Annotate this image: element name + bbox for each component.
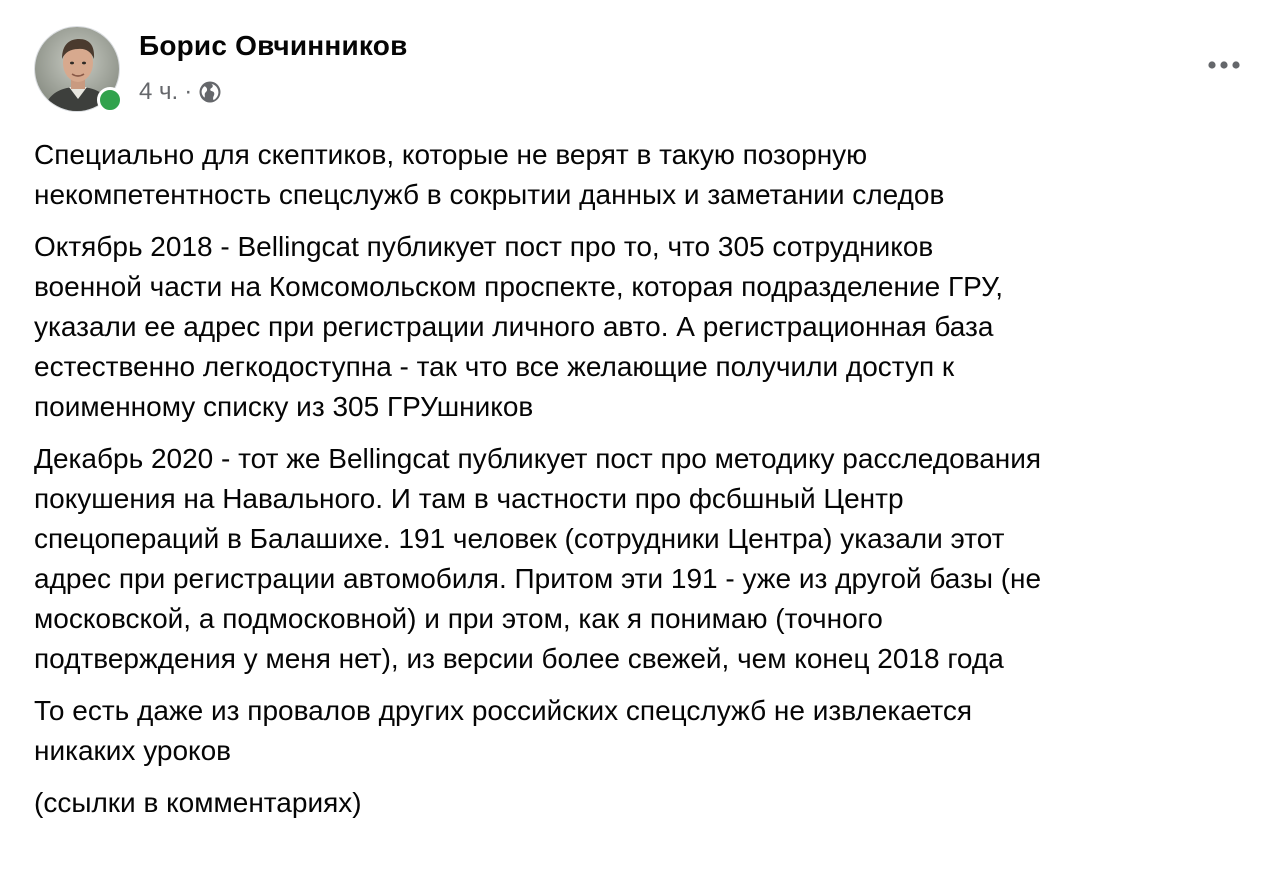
post-meta	[139, 76, 222, 108]
post-timestamp[interactable]: 4 ч.	[139, 78, 179, 105]
post-body	[34, 135, 1249, 835]
text-line: указали ее адрес при регистрации личного авто. А регистрационная база	[34, 311, 994, 342]
text-line: адрес при регистрации автомобиля. Притом эти 191 - уже из другой базы (не	[34, 563, 1042, 594]
text-line: То есть даже из провалов других российских спецслужб не извлекается	[34, 695, 973, 726]
text-line: покушения на Навального. И там в частности про фсбшный Центр	[34, 483, 904, 514]
text-line: московской, а подмосковной) и при этом, как я понимаю (точного	[34, 603, 883, 634]
text-line: (ссылки в комментариях)	[34, 787, 362, 818]
post-paragraph	[34, 691, 1249, 771]
post-paragraph	[34, 439, 1249, 679]
more-options-icon	[1206, 57, 1242, 75]
text-line: поименному списку из 305 ГРУшников	[34, 391, 534, 422]
post-paragraph	[34, 135, 1249, 215]
text-line: Декабрь 2020 - тот же Bellingcat публикует пост про методику расследования	[34, 443, 1042, 474]
online-status-indicator	[97, 87, 123, 113]
post-paragraph	[34, 227, 1249, 427]
text-line: спецопераций в Балашихе. 191 человек (сотрудники Центра) указали этот	[34, 523, 1005, 554]
author-name[interactable]: Борис Овчинников	[139, 30, 408, 61]
text-line: Октябрь 2018 - Bellingcat публикует пост про то, что 305 сотрудников	[34, 231, 934, 262]
text-line: Специально для скептиков, которые не верят в такую позорную	[34, 139, 868, 170]
text-line: некомпетентность спецслужб в сокрытии данных и заметании следов	[34, 179, 945, 210]
globe-icon[interactable]	[198, 80, 222, 104]
meta-separator: ·	[184, 78, 193, 105]
text-line: естественно легкодоступна - так что все желающие получили доступ к	[34, 351, 955, 382]
text-line: никаких уроков	[34, 735, 232, 766]
text-line: подтверждения у меня нет), из версии более свежей, чем конец 2018 года	[34, 643, 1004, 674]
text-line: военной части на Комсомольском проспекте, которая подразделение ГРУ,	[34, 271, 1004, 302]
post-paragraph	[34, 783, 1249, 823]
more-options-button[interactable]	[1202, 48, 1246, 84]
post-header	[34, 26, 1246, 116]
